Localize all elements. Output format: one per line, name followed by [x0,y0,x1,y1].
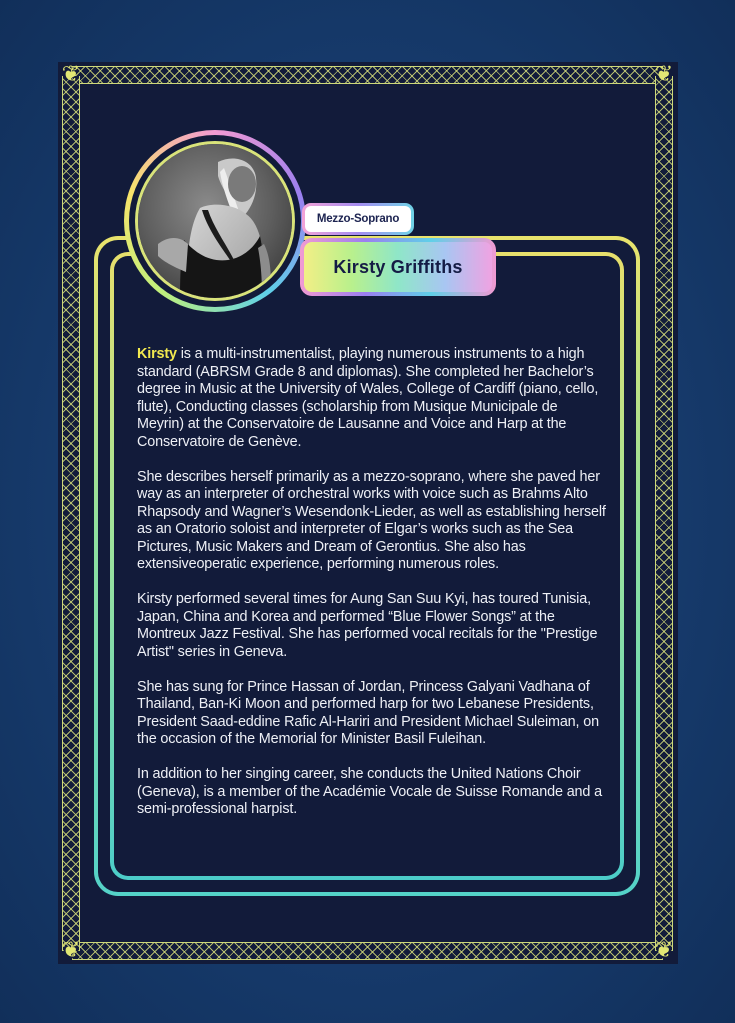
decorative-border-right [655,76,673,951]
bio-paragraph-4: She has sung for Prince Hassan of Jordan, Princess Galyani Vadhana of Thailand, Ban-Ki Moon and performed harp for two Lebanese Presidents, President Saad-eddine Rafic Al-Hariri and President Michael Suleiman, on the occasion of the Memorial for Minister Basil Fuleihan. [137,678,599,747]
portrait-image [138,144,292,298]
corner-ornament-icon: ❦ [61,938,81,963]
decorative-border-bottom [72,942,663,960]
corner-ornament-icon: ❦ [654,62,674,87]
bio-paragraph-2: She describes herself primarily as a mezzo-soprano, where she paved her way as an interpreter of orchestral works with voice such as Brahms Alto Rhapsody and Wagner’s Wesendonk-Lieder, as well as establishing herself as an Oratorio soloist and interpreter of Elgar’s works such as the Sea Pictures, Music Makers and Dream of Gerontius. She also has extensiveoperatic experience, performing numerous roles. [137,468,606,572]
name-plate [300,238,496,296]
artist-name: Kirsty Griffiths [333,256,463,277]
role-label: Mezzo-Soprano [316,213,400,225]
corner-ornament-icon: ❦ [654,938,674,963]
biography [137,346,607,836]
bio-paragraph-3: Kirsty performed several times for Aung San Suu Kyi, has toured Tunisia, Japan, China and Korea and performed “Blue Flower Songs” at the Montreux Jazz Festival. She has performed vocal recitals for the "Prestige Artist" series in Geneva. [137,591,598,660]
decorative-border-left [62,76,80,951]
corner-ornament-icon: ❦ [61,62,81,87]
role-label-plate [302,203,414,235]
bio-intro-text: is a multi-instrumentalist, playing numerous instruments to a high standard (ABRSM Grade 8 and diplomas). She completed her Bachelor’s degree in Music at the University of Wales, College of Cardiff (piano, cello, flute), Conducting classes (scholarship from Musique Municipale de Meyrin) at the Conservatoire de Lausanne and Voice and Harp at the Conservatoire de Genève. [137,346,599,450]
bio-name-highlight: Kirsty [137,346,177,362]
decorative-border-top [72,66,663,84]
portrait-photo [138,144,292,298]
bio-paragraph-5: In addition to her singing career, she conducts the United Nations Choir (Geneva), is a member of the Académie Vocale de Suisse Romande and a semi-professional harpist. [137,766,602,817]
bio-paragraph-1 [137,346,607,451]
